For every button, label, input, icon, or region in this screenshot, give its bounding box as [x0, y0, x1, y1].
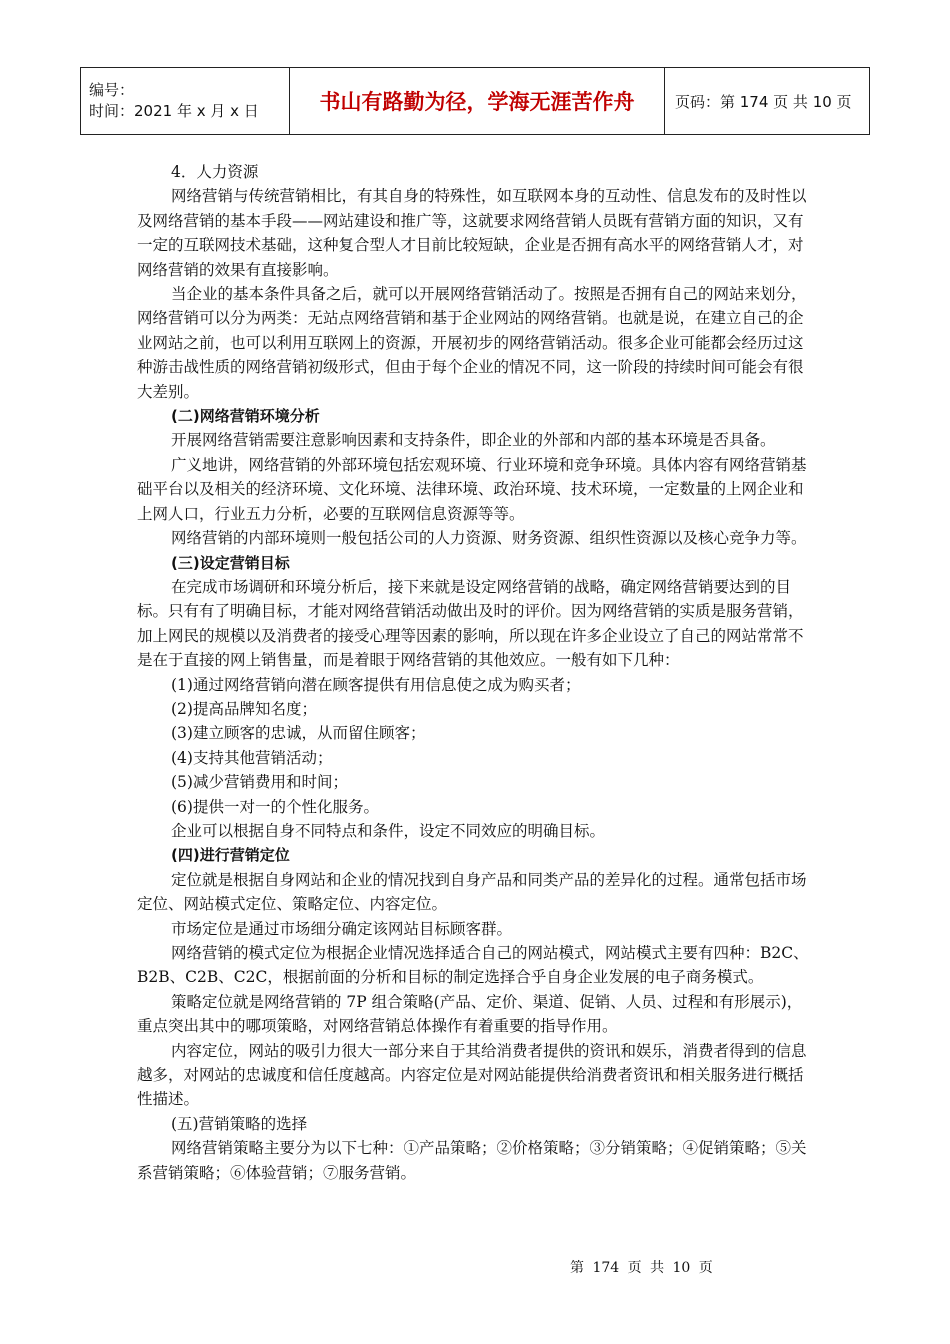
- header-page-info: 页码：第 174 页 共 10 页: [665, 68, 870, 135]
- body-paragraph: (5)减少营销费用和时间；: [171, 773, 348, 792]
- body-paragraph: 广义地讲，网络营销的外部环境包括宏观环境、行业环境和竞争环境。具体内容有网络营销基础平台以及相关的经济环境、文化环境、法律环境、政治环境、技术环境，一定数量的上网企业和上网人口，行业五力分析，必要的互联网信息资源等等。: [137, 455, 807, 523]
- header-motto: 书山有路勤为径，学海无涯苦作舟: [290, 68, 665, 135]
- body-paragraph: 企业可以根据自身不同特点和条件，设定不同效应的明确目标。: [171, 821, 606, 840]
- body-paragraph: 开展网络营销需要注意影响因素和支持条件，即企业的外部和内部的基本环境是否具备。: [171, 431, 776, 450]
- body-paragraph: (1)通过网络营销向潜在顾客提供有用信息使之成为购买者；: [171, 675, 581, 694]
- document-date: 时间：2021 年 x 月 x 日: [89, 102, 259, 120]
- body-paragraph: 网络营销与传统营销相比，有其自身的特殊性，如互联网本身的互动性、信息发布的及时性以及网络营销的基本手段——网站建设和推广等，这就要求网络营销人员既有营销方面的知识，又有一定的互联网技术基础，这种复合型人才目前比较短缺，企业是否拥有高水平的网络营销人才，对网络营销的效果有直接影响。: [137, 187, 807, 279]
- body-paragraph: (2)提高品牌知名度；: [171, 699, 317, 718]
- body-paragraph: 4．人力资源: [171, 163, 259, 181]
- document-body: [137, 160, 817, 1185]
- body-paragraph: 策略定位就是网络营销的 7P 组合策略(产品、定价、渠道、促销、人员、过程和有形展示)，重点突出其中的哪项策略，对网络营销总体操作有着重要的指导作用。: [137, 992, 803, 1036]
- body-paragraph: 网络营销策略主要分为以下七种：①产品策略；②价格策略；③分销策略；④促销策略；⑤关系营销策略；⑥体验营销；⑦服务营销。: [137, 1139, 807, 1182]
- body-paragraph: 市场定位是通过市场细分确定该网站目标顾客群。: [171, 919, 513, 938]
- document-header: [80, 67, 870, 135]
- body-paragraph: (五)营销策略的选择: [171, 1114, 308, 1133]
- body-paragraph: (6)提供一对一的个性化服务。: [171, 797, 379, 816]
- body-paragraph: 网络营销的模式定位为根据企业情况选择适合自己的网站模式，网站模式主要有四种：B2C、B2B、C2B、C2C，根据前面的分析和目标的制定选择合乎自身企业发展的电子商务模式。: [137, 944, 809, 987]
- body-paragraph: (4)支持其他营销活动；: [171, 748, 333, 767]
- body-paragraph: (3)建立顾客的忠诚，从而留住顾客；: [171, 724, 426, 743]
- page-footer: 第 174 页 共 10 页: [570, 1260, 713, 1276]
- section-heading: (四)进行营销定位: [171, 846, 290, 865]
- body-paragraph: 在完成市场调研和环境分析后，接下来就是设定网络营销的战略，确定网络营销要达到的目标。只有有了明确目标，才能对网络营销活动做出及时的评价。因为网络营销的实质是服务营销，加上网民的规模以及消费者的接受心理等因素的影响，所以现在许多企业设立了自己的网站常常不是在于直接的网上销售量，而是着眼于网络营销的其他效应。一般有如下几种：: [137, 577, 804, 670]
- header-meta: [81, 68, 290, 135]
- body-paragraph: 定位就是根据自身网站和企业的情况找到自身产品和同类产品的差异化的过程。通常包括市场定位、网站模式定位、策略定位、内容定位。: [137, 870, 807, 914]
- body-paragraph: 内容定位，网站的吸引力很大一部分来自于其给消费者提供的资讯和娱乐，消费者得到的信息越多，对网站的忠诚度和信任度越高。内容定位是对网站能提供给消费者资讯和相关服务进行概括性描述。: [137, 1041, 807, 1109]
- section-heading: (二)网络营销环境分析: [171, 407, 320, 426]
- body-paragraph: 当企业的基本条件具备之后，就可以开展网络营销活动了。按照是否拥有自己的网站来划分，网络营销可以分为两类：无站点网络营销和基于企业网站的网络营销。也就是说，在建立自己的企业网站之前，也可以利用互联网上的资源，开展初步的网络营销活动。很多企业可能都会经历过这种游击战性质的网络营销初级形式，但由于每个企业的情况不同，这一阶段的持续时间可能会有很大差别。: [137, 285, 807, 401]
- body-paragraph: 网络营销的内部环境则一般包括公司的人力资源、财务资源、组织性资源以及核心竞争力等。: [171, 529, 807, 548]
- section-heading: (三)设定营销目标: [171, 553, 290, 572]
- document-number-label: 编号：: [89, 81, 135, 99]
